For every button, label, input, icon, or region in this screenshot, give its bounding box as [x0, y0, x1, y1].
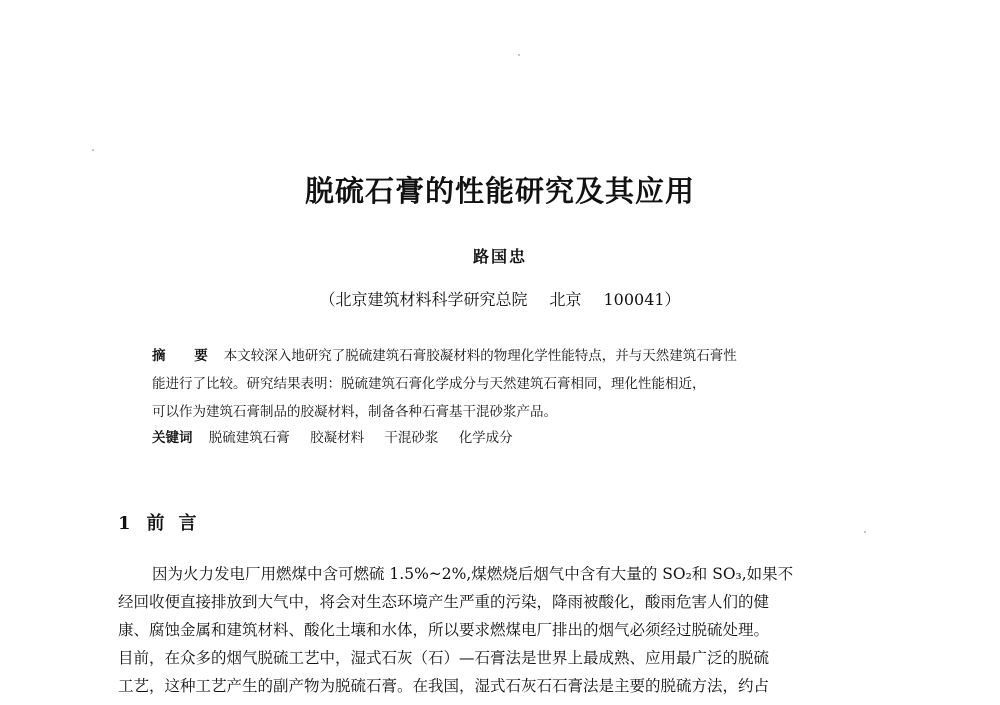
- author-affiliation: [0, 287, 1000, 310]
- abstract: [152, 342, 872, 426]
- abstract-line: [152, 342, 872, 370]
- paragraph-line: 经回收便直接排放到大气中，将会对生态环境产生严重的污染，降雨被酸化，酸雨危害人们的健: [118, 593, 770, 611]
- abstract-line: 可以作为建筑石膏制品的胶凝材料，制备各种石膏基干混砂浆产品。: [152, 404, 557, 420]
- paragraph-line: 康、腐蚀金属和建筑材料、酸化土壤和水体，所以要求燃煤电厂排出的烟气必须经过脱硫处理。: [118, 621, 770, 639]
- paragraph-line: 因为火力发电厂用燃煤中含可燃硫 1.5%~2%,煤燃烧后烟气中含有大量的 SO₂和 SO₃,如果不: [152, 565, 794, 583]
- affiliation-postcode: 100041）: [603, 290, 681, 309]
- keyword: 干混砂浆: [384, 430, 439, 446]
- section-title: 前言: [146, 513, 211, 534]
- paragraph-line: 工艺，这种工艺产生的副产物为脱硫石膏。在我国，湿式石灰石石膏法是主要的脱硫方法，约占: [118, 677, 770, 695]
- section-heading: [118, 509, 211, 535]
- paragraph-line: 目前，在众多的烟气脱硫工艺中，湿式石灰（石）—石膏法是世界上最成熟、应用最广泛的脱硫: [118, 649, 770, 667]
- scan-speck: [92, 149, 94, 151]
- section-number: 1: [118, 513, 131, 534]
- abstract-line: 能进行了比较。研究结果表明：脱硫建筑石膏化学成分与天然建筑石膏相同，理化性能相近，: [152, 376, 706, 392]
- keyword: 化学成分: [458, 430, 513, 446]
- affiliation-org: （北京建筑材料科学研究总院: [319, 290, 528, 309]
- affiliation-city: 北京: [549, 290, 582, 309]
- keyword: 胶凝材料: [310, 430, 365, 446]
- scan-speck: [864, 531, 866, 533]
- abstract-text: 本文较深入地研究了脱硫建筑石膏胶凝材料的物理化学性能特点，并与天然建筑石膏性: [223, 348, 737, 364]
- keyword: 脱硫建筑石膏: [208, 430, 290, 446]
- paper-author: 路国忠: [472, 247, 527, 266]
- paper-title: 脱硫石膏的性能研究及其应用: [304, 174, 695, 208]
- keywords: [152, 426, 529, 446]
- section-body: [118, 560, 890, 700]
- scan-speck: [518, 54, 520, 56]
- abstract-label: 摘 要: [152, 348, 220, 364]
- keywords-label: 关键词: [152, 430, 193, 446]
